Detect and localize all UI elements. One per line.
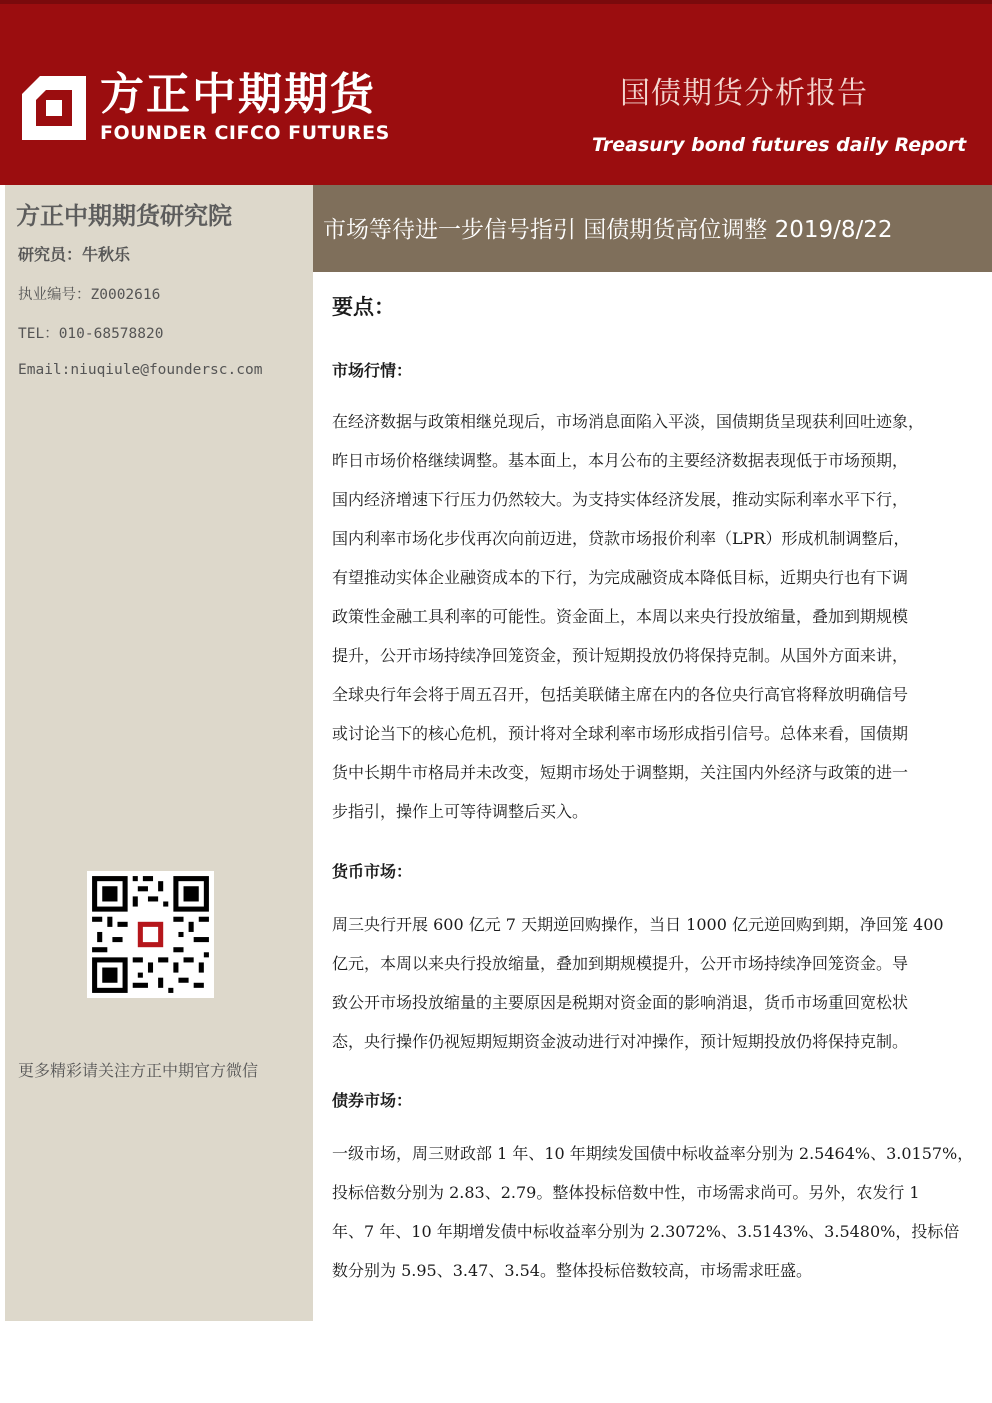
header-top-line [0,0,992,4]
report-title-bar [313,185,992,272]
section-body-market [332,402,960,831]
paragraph-line: 提升，公开市场持续净回笼资金，预计短期投放仍将保持克制。从国外方面来讲， [332,646,909,665]
report-type-en: Treasury bond futures daily Report [592,134,967,156]
section-heading-market: 市场行情： [332,361,413,380]
paragraph-line: 周三央行开展 600 亿元 7 天期逆回购操作，当日 1000 亿元逆回购到期，净回笼 400 [332,915,944,934]
report-header [0,0,992,185]
email-link[interactable]: Email:niuqiule@foundersc.com [18,362,263,378]
keypoints-label: 要点： [332,295,395,319]
wechat-qr-code [87,871,214,998]
telephone: TEL：010-68578820 [18,326,164,342]
paragraph-line: 有望推动实体企业融资成本的下行，为完成融资成本降低目标，近期央行也有下调 [332,568,909,587]
paragraph-line: 国内利率市场化步伐再次向前迈进，贷款市场报价利率（LPR）形成机制调整后， [332,529,910,548]
institute-name: 方正中期期货研究院 [16,202,232,230]
paragraph-line: 步指引，操作上可等待调整后买入。 [332,802,589,821]
report-type-cn: 国债期货分析报告 [620,76,868,111]
company-name-cn: 方正中期期货 [100,69,376,120]
paragraph-line: 政策性金融工具利率的可能性。资金面上，本周以来央行投放缩量，叠加到期规模 [332,607,909,626]
founder-logo-icon [22,76,86,140]
section-heading-money-market: 货币市场： [332,862,413,881]
paragraph-line: 昨日市场价格继续调整。基本面上，本月公布的主要经济数据表现低于市场预期， [332,451,909,470]
report-title: 市场等待进一步信号指引 国债期货高位调整 2019/8/22 [323,217,893,243]
paragraph-line: 国内经济增速下行压力仍然较大。为支持实体经济发展，推动实际利率水平下行， [332,490,909,509]
license-number: 执业编号：Z0002616 [18,287,161,303]
paragraph-line: 亿元，本周以来央行投放缩量，叠加到期规模提升，公开市场持续净回笼资金。导 [332,954,909,973]
qr-caption: 更多精彩请关注方正中期官方微信 [18,1061,259,1080]
paragraph-line: 在经济数据与政策相继兑现后，市场消息面陷入平淡，国债期货呈现获利回吐迹象， [332,412,925,431]
sidebar-panel [5,185,313,1321]
section-body-bond-market [332,1134,974,1290]
paragraph-line: 一级市场，周三财政部 1 年、10 年期续发国债中标收益率分别为 2.5464%、3.0157%， [332,1144,974,1163]
paragraph-line: 货中长期牛市格局并未改变，短期市场处于调整期，关注国内外经济与政策的进一 [332,763,909,782]
researcher-name: 研究员：牛秋乐 [18,245,131,264]
paragraph-line: 数分别为 5.95、3.47、3.54。整体投标倍数较高，市场需求旺盛。 [332,1261,812,1280]
paragraph-line: 年、7 年、10 年期增发债中标收益率分别为 2.3072%、3.5143%、3.5480%，投标倍 [332,1222,960,1241]
paragraph-line: 致公开市场投放缩量的主要原因是税期对资金面的影响消退，货币市场重回宽松状 [332,993,909,1012]
paragraph-line: 全球央行年会将于周五召开，包括美联储主席在内的各位央行高官将释放明确信号 [332,685,909,704]
section-body-money-market [332,905,960,1061]
paragraph-line: 态，央行操作仍视短期短期资金波动进行对冲操作，预计短期投放仍将保持克制。 [332,1032,909,1051]
paragraph-line: 或讨论当下的核心危机，预计将对全球利率市场形成指引信号。总体来看，国债期 [332,724,909,743]
paragraph-line: 投标倍数分别为 2.83、2.79。整体投标倍数中性，市场需求尚可。另外，农发行 1 [332,1183,920,1202]
section-heading-bond-market: 债券市场： [332,1091,413,1110]
company-name-en: FOUNDER CIFCO FUTURES [100,122,390,144]
